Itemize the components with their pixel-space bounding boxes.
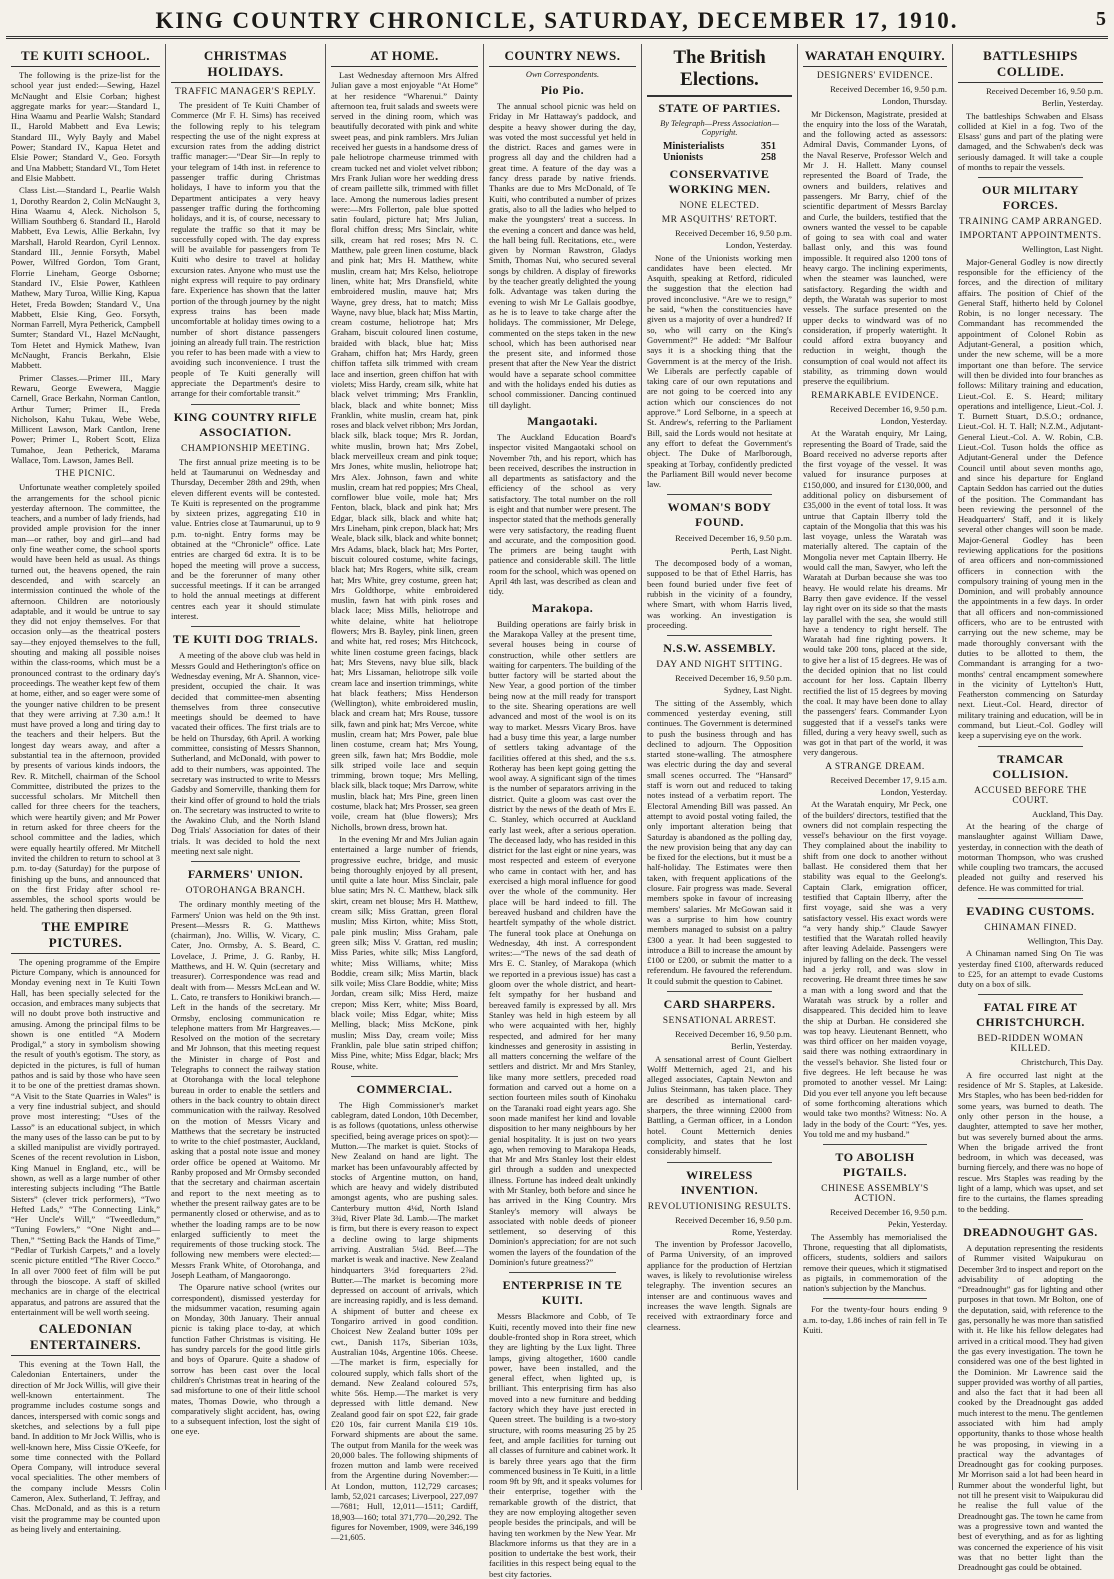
- dateline: London, Yesterday.: [880, 415, 947, 426]
- divider: [978, 177, 1083, 178]
- dateline: Sydney, Last Night.: [723, 685, 792, 696]
- subheading: NONE ELECTED.: [679, 201, 760, 211]
- divider: [191, 404, 300, 405]
- article-text: At the Waratah enquiry, Mr Peck, one of the builders' directors, testified that the owners did not complain respecting the vessel's behaviour on the first voyage. They complained about the inability to shift from one dock to another without ballast. He considered them that her stability was equal to the Geelong's. Captain Clark, emigration officer, testified that Captain Ilberry, after the first voyage, said she was a very satisfactory vessel. His exact words were “a very handy ship.” Claude Sawyer testified that the Waratah rolled heavily after leaving Adelaide. Passengers were injured by falling on the deck. The vessel had a jerky roll, and was slow in recovering. He dreamt three times he saw a man with a long sword and that the Waratah was struck by a roller and disappeared. This decided him to leave the ship at Durban. He considered she was top heavy. Lieutenant Bennett, who was third officer on her maiden voyage, said there was nothing extraordinary in the vessel's behavior. She listed four or five degrees. He left because he was promoted to another vessel. Mr Laing: Did you ever tell anyone you left because of some forthcoming alterations which would take two months? Witness: No. A lady in the body of the Court: “Yes, yes. You told me and my husband.”: [803, 799, 947, 1139]
- article-text: Building operations are fairly brisk in the Marakopa Valley at the present time, several houses being in course of construction, while other settlers are waiting for carpenters. The building of the butter factory will be started about the New Year, a good portion of the timber being now at the mill ready for transport to the site. Shearing operations are well advanced and most of the wool is on its way to market. Messrs Vicary Bros. have had a busy time this year, a large number of settlers taking advantage of the facilities offered at this shed, and the s.s. Rotheray has been kept going getting the wool away. A significant sign of the times is the number of separators arriving in the district. Quite a gloom was cast over the district by the news of the death of Mrs E. C. Stanley, which occurred at Auckland early last week, after a serious operation. The deceased lady, who has resided in this district for the last eight or nine years, was most respected and esteem of everyone who came in contact with her, and has exercised a high moral influence for good over the whole of the community. Her place will be hard indeed to fill. The bereaved husband and children have the heartfelt sympathy of the whole district. The funeral took place at Onehunga on Wednesday, 4th inst. A correspondent writes:—“The news of the sad death of Mrs E. C. Stanley, of Marakopa (which we reported in a previous issue) has cast a gloom over the whole district, and heart-felt sympathy for her husband and bereaved family is expressed by all. Mrs Stanley was held in high esteem by all who were acquainted with her, highly respected, and admired for her many kindnesses and generosity in assisting in all matters concerning the welfare of the settlers and district. Mr and Mrs Stanley, like many more settlers, preceded road formation and carved out a home on a section fourteen miles south of Kinohaku on the Taranaki road eight years ago. She soon made manifest her kind and lovable disposition to her many neighbours by her genial hospitality. It is just on two years ago, when removing to Marakopa Heads, that Mr and Mrs Stanley lost their eldest girl through a sudden and unexpected illness. Fortune has indeed dealt unkindly with Mr Stanley, both before and since he has arrived in the King Country. Mrs Stanley's memory will always be associated with noble deeds of pioneer settlement, so deserving of this Dominion's appreciation; for are not such women the layers of the foundation of the Dominion's future greatness?”: [489, 618, 636, 1268]
- article-text: The sitting of the Assembly, which commenced yesterday evening, still continues. The Government is determined to push the business through and has declined to adjourn. The Opposition started stone-walling. The atmosphere was electric during the day and several small scenes occurred. The “Hansard” staff is worn out and reduced to taking notes instead of a verbatim report. The Electoral Amending Bill was passed. An attempt to avoid postal voting failed, the only important alteration being that Saturday is abandoned as the polling day, the new provision being that any day can be fixed for the elections, but it must be a half-holiday. The Estimates were then taken, with frequent applications of the closure. Fair progress was made. Several members spoke in favour of increasing members' salaries. Mr McGowan said it was a surprise to him how country members managed to subsist on a paltry £300 a year. It had been suggested to introduce a Bill to increase the amount by £100 or £200, or submit the matter to a referendum. He favoured the referendum. It could submit the question to Cabinet.: [647, 697, 792, 986]
- column-6: [798, 44, 953, 1490]
- dateline: Pekin, Yesterday.: [887, 1219, 947, 1230]
- dateline: Received December 17, 9.15 a.m.: [830, 774, 947, 785]
- divider: [667, 494, 772, 495]
- subheading: REVOLUTIONISING RESULTS.: [647, 1201, 792, 1212]
- heading-pio-pio: Pio Pio.: [540, 83, 585, 97]
- article-text: A deputation representing the residents of Rummer visited Waipukurau on December 3rd to inspect and report on the advisability of adopting the “Dreadnought” gas for lighting and other purposes in that town. Mr Bolton, one of the deputation, said, with reference to the gas, personally he was more than satisfied with it. He like his fellow delegates had arrived in a critical mood. They had given the gas every investigation. The town he considered was one of the best lighted in the Dominion. Mr Lawrence said the supper provided was worthy of all parties, and also the fact that it had been all cooked by the Dreadnought gas added much interest to the menu. The gentlemen associated with him had amply opportunity, thanks to those whose health he was proposing, in viewing in a practical way the advantages of Dreadnought gas for cooking purposes. Mr Morrison said a lot had been heard in Rummer about the wonderful light, but not till he present visit to Waipukurau did he realise the full value of the Dreadnought gas. The town he came from was a progressive town and wanted the best of everything, and as for as lighting was concerned the experience of his visit was that no better light than the Dreadnought gas could be obtained.: [958, 1242, 1103, 1573]
- dateline: Rome, Yesterday.: [731, 1226, 792, 1237]
- article-text: A fire occurred last night at the residence of Mr S. Staples, at Lakeside. Mrs Staples, who has been bed-ridden for some years, was burned to death. The only other person in the house, a daughter, attempted to save her mother, but was severely burned about the arms. When the brigade arrived the front bedroom, in which was deceased, was burning fiercely, and there was no hope of rescue. Mrs Staples was reading by the light of a lamp, which was upset, and set fire to the curtains, the flames spreading to the bedding.: [958, 1069, 1104, 1214]
- heading-caledonian-entertainers: CALEDONIAN ENTERTAINERS.: [11, 1321, 160, 1356]
- article-text: None of the Unionists working men candidates have been elected. Mr Asquith, speaking at Retford, ridiculed the suggestion that the election had proved inconclusive. “Are we to resign,” he said, “when the constituencies have given us a majority of over a hundred? If so, who will carry on the King's Government?” He added: “Mr Balfour says it is a shocking thing that the Government is at the mercy of the Irish. We Liberals are perfectly capable of taking care of our own reputations and are not going to be coerced into any action which our consciences do not approve.” Lord Selborne, in a speech at St. Andrew's, referring to the Parliament Bill, said the Lords would not hesitate at any effort to defeat the Government's object. The Duke of Marlborough, speaking at Torbay, confidently predicted the Parliament Bill would never become law.: [647, 252, 792, 490]
- subheading: TRAINING CAMP ARRANGED.: [958, 217, 1103, 228]
- dateline: London, Thursday.: [882, 96, 947, 107]
- subheading: SENSATIONAL ARREST.: [662, 1016, 777, 1026]
- dateline: Received December 16, 9.50 p.m.: [675, 228, 792, 238]
- article-text: The president of Te Kuiti Chamber of Commerce (Mr F. H. Sims) has received the following reply to his telegram respecting the use of the night express at excursion rates from the adding district traffic manager:—“Dear Sir—In reply to your telegram of 14th inst. in reference to passenger traffic during Christmas holidays, I have to inform you that the Department anticipates a very heavy passenger traffic during the forthcoming holidays, and it is, of course, necessary to regulate the traffic so that it may be successfully coped with. The day express will be available for passengers from Te Kuiti who desire to travel at holiday excursion rates. Anyone who must use the night express will require to pay ordinary fare. Experience has shown that the latter portion of the through journey by the night express trains has been made uncomfortable at holiday times owing to a number of short distance passengers joining an already full train. The restriction you refer to has been made with a view to avoiding such inconvenience. I trust the people of Te Kuiti generally will appreciate the Department's desire to arrange for their comfortable transit.”: [171, 100, 320, 399]
- dateline: Berlin, Yesterday.: [730, 1041, 792, 1052]
- divider: [191, 861, 300, 862]
- divider: [978, 994, 1083, 995]
- article-text: The Oparure native school (writes our correspondent), dismissed yesterday for the midsummer vacation, resuming again on Monday, 30th January. Their annual picnic is taking place to-day, at which function Father Christmas is visiting. He has sundry parcels for the good little girls and boys of Oparure. Quite a shadow of sorrow has been cast over the local children's Christmas treat in hearing of the sad misfortune to one of their little school mates, Thomas Dowie, who through a comparatively slight accident, has, owing to a subsequent infection, lost the sight of one eye.: [171, 1282, 320, 1437]
- party-seats: 258: [761, 152, 776, 163]
- article-text: The decomposed body of a woman, supposed to be that of Ethel Harris, has been found buried under five feet of rubbish in the vicinity of a foundry, where Smart, with whom Harris lived, was working. An investigation is proceeding.: [647, 558, 792, 630]
- article-text: In the evening Mr and Mrs Julian again entertained a large number of friends, progressive euchre, bridge, and music being thoroughly enjoyed by all present, until quite a late hour. Miss Sinclair, pale blue satin; Mrs N. C. Matthew, black silk skirt, cream net blouse; Mrs H. Matthew, cream silk; Miss Grattan, green floral muslin; Miss Kirton, white; Miss Stott, pale pink muslin; Miss Graham, pale green silk; Miss V. Grattan, red muslin; Miss Paries, white silk; Miss Langford, white; Miss Williams, white; Miss Boddie, cream silk; Miss Martin, black silk voile; Miss Clare Boddie, white; Miss Jordan, cream silk; Miss Herd, maize crepon; Miss Kerr, white; Miss Board, black voile; Miss Edgar, white; Miss Melling, black; Miss McKone, pink muslin; Miss Day, cream voile; Miss Franklin, pale blue satin striped chiffon; Miss Pine, white; Miss Edgar, black; Mrs Rouse, white.: [331, 833, 478, 1071]
- subheading: MR ASQUITHS' RETORT.: [661, 215, 778, 225]
- article-text: The Auckland Education Board's inspector visited Mangaotaki school on November 7th, and his report, which has been received, describes the instruction in all departments as satisfactory and the efficiency of the school as very satisfactory. The total number on the roll is eight and that number were present. The inspector stated that the methods generally were very satisfactory, the reading fluent and accurate, and the composition good. The primers are being taught with patience and considerable skill. The little room for the school, which was opened on April 4th last, was described as clean and tidy.: [489, 431, 636, 597]
- divider: [978, 898, 1083, 899]
- divider: [647, 95, 792, 97]
- column-5: [642, 44, 798, 1490]
- party-name: Unionists: [663, 152, 704, 163]
- heading-mangaotaki: Mangaotaki.: [527, 413, 598, 428]
- masthead: [0, 0, 1114, 40]
- masthead-rule: [6, 36, 1108, 39]
- column-3: [326, 44, 484, 1543]
- heading-enterprise: ENTERPRISE IN TE KUITI.: [502, 1278, 623, 1308]
- heading-rifle-association: KING COUNTRY RIFLE ASSOCIATION.: [173, 409, 318, 439]
- press-credit: By Telegraph—Press Association—Copyright.: [660, 119, 779, 137]
- heading-christmas-holidays: CHRISTMAS HOLIDAYS.: [171, 48, 320, 83]
- page-number: 5: [1096, 8, 1106, 30]
- dateline: Received December 16, 9.50 p.m.: [986, 86, 1103, 96]
- dateline: Wellington, Last Night.: [1022, 244, 1103, 255]
- heading-commercial: COMMERCIAL.: [356, 1081, 453, 1096]
- heading-card-sharpers: CARD SHARPERS.: [663, 997, 776, 1011]
- article-text: The annual school picnic was held on Friday in Mr Hattaway's paddock, and despite a heavy shower during the day, was voted the most successful yet held in the district. Races and games were in progress all day and the children had a great time. A feature of the day was a fancy dress parade by native friends. Thanks are due to Mrs McDonald, of Te Kuiti, who contributed a number of prizes gratis, also to all the ladies who helped to make the youngsters' treat a success. In the evening a concert and dance was held, the hall being full. Recitations, etc., were given by Norman Rawstron, Gladys Smith, Thomas Nui, who secured several songs by children. A display of fireworks by the teacher greatly delighted the young folk. Advantage was taken during the evening to wish Mr Le Gallais goodbye, as he is to leave to take charge after the holidays. The commissioner, Mr Delege, commented on the steps taken in the new school, which has been authorised near the present site, and informed those present that after the New Year the district would have a separate school committee and with the holidays ended his duties as school commissioner. Dancing continued till daylight.: [489, 101, 636, 410]
- article-text: The ordinary monthly meeting of the Farmers' Union was held on the 9th inst. Present—Messrs R. G. Matthews (chairman), Jno. Willis, W. Vicary, C. Cater, Jno. Ormsby, A. S. Beard, C. Lovelace, J. Prime, J. G. Ranby, H. Matthews, and H. W. Quin (secretary and treasurer). Correspondence was read and dealt with from— Messrs McLean and W. L. Cato, re transfers to Honikiwi branch.—Left in the hands of the secretary. Mr Ormsby, enclosing communication re telephone matters from Mr Hargreaves.—Resolved on the motion of the secretary and Mr Johnson, that this meeting request the Minister in charge of Post and Telegraphs to connect the railway station at Otorohanga with the local telephone bureau in order to enable the settlers and others in the back country to obtain direct communication with the railway. Resolved on the motion of Messrs Vicary and Matthews that the secretary be instructed to write to the chief postmaster, Auckland, asking that a postal note issue and money order office be opened at Waitomo. Mr Ranby proposed and Mr Ormsby seconded that the secretary and chairman ascertain and report to the next meeting as to whether the present railway gates are to be permanently closed or otherwise, and as to whether the loading ramps are to be now enlarged sufficiently to meet the requirements of those trucking stock. The following new members were elected:—Messrs Frank White, of Otorohanga, and Joseph Leatham, of Mangaorongo.: [171, 899, 320, 1280]
- article-text: Primer Classes.—Primer III., Mary Rewaru, George Ewewera, Maggie Carnell, Grace Berkahn, Norman Cantlon, Arthur Turner; Primer II., Freda Nicholson, Kahu Tukau, Webe Webe, Millicent Lawson, Mark Cantlon, Irene Power; Primer I., Robert Scott, Eliza Tumahoe, Jean Petherick, Marama Wallace, Tom. Lawson, James Bell.: [11, 372, 160, 465]
- article-text: The High Commissioner's market cablegram, dated London, 10th December, is as follows (quotations, unless otherwise specified, being average prices on spot):— Mutton.—The market is quiet. Stocks of New Zealand on hand are light. The market has been unfavourably affected by stocks of Argentine mutton, on hand, which are heavy and widely distributed amongst agents, who are pushing sales. Canterbury mutton 4⅛d, North Island 3¾d, River Plate 3d. Lamb.—The market is firm, but there is every reason to expect a decline owing to large shipments arriving. Australian 5¼d. Beef.—The market is weak and inactive. New Zealand hindquarters 3½d forequarters 2⅞d. Butter.—The market is becoming more depressed on account of arrivals, which are increasing rapidly, and is less demand. A shipment of butter and cheese ex Tongariro arrived in good condition. Choicest New Zealand butter 109s per cwt., Danish 117s, Siberian 103s, Australian 104s, Argentine 106s. Cheese.—The market is firm, especially for coloured supply, which falls short of the demand. New Zealand coloured 57s, white 56s. Hemp.—The market is very depressed with little demand. New Zealand good fair on spot £22, fair grade £20 10s, fair current Manila £19 10s. Forward shipments are about the same. The output from Manila for the week was 20,000 bales. The following shipments of frozen mutton and lamb were received from the Argentine during November:—At London, mutton, 112,729 carcases; lamb, 52,021 carcases; Liverpool, 227,097—7681; Hull, 12,011—1511; Cardiff, 18,903—160; total 371,770—20,292. The figures for November, 1909, were 346,199—21,605.: [331, 1099, 478, 1543]
- heading-state-of-parties: STATE OF PARTIES.: [658, 101, 781, 115]
- dateline: Wellington, This Day.: [1027, 936, 1103, 946]
- divider: [191, 626, 300, 627]
- article-text: The opening programme of the Empire Picture Company, which is announced for Monday evening next in Te Kuiti Town Hall, has been specially selected for the occasion, and embraces many subjects that will no doubt prove both instructive and amusing. Among the principal films to be shown is one entitled “A Modern Prodigal,” a story in symbolism showing the result of youth's egotism. The story, as depicted in the pictures, is full of human pathos and is said by those who have seen it to be one of the prettiest dramas shown. “A Visit to the State Quarries in Wales” is a very fine industrial subject, and should prove most interesting; “Uses of the Lasso” is an educational subject, in which the many uses of the lasso can be put to by a skilled manipulist are vividly portrayed. Scenes of the recent revolution in Lisbon, King Manuel in England, etc., will be shown, as well as a large number of other interesting subjects including “The Battle Sisters” (clever trick performers), “Two Hefted Lads,” “The Connecting Link,” “Her Uncle's Will,” “Tweedledum,” “Tuning Fowlers,” “One Night and—Then,” “Setting Back the Hands of Time,” “Pedlar of Turkish Carpets,” and a lovely scenic picture entitled “The River Cocco.” In all over 7000 feet of film will be put through the bioscope. A staff of skilled mechanics are in charge of the electrical apparatus, and patrons are assured that the entertainment will be well worth seeing.: [11, 956, 160, 1317]
- parties-table: [647, 141, 792, 163]
- article-text: At the hearing of the charge of manslaughter against William Dawe, yesterday, in connection with the death of motorman Thompson, who was crushed while coupling two tramcars, the accused pleaded not guilty and reserved his defence. He was committed for trial.: [958, 820, 1103, 893]
- subheading: IMPORTANT APPOINTMENTS.: [959, 231, 1102, 242]
- subheading: TRAFFIC MANAGER'S REPLY.: [174, 87, 317, 97]
- column-4: [484, 44, 642, 1579]
- column-7: [953, 44, 1108, 1573]
- subheading: CHINAMAN FINED.: [984, 923, 1077, 933]
- article-text: Mr Dickenson, Magistrate, presided at the enquiry into the loss of the Waratah, and the following acted as assessors: Admiral Davis, Commander Lyons, of the Naval Reserve, Professor Welch and Mr J. H. Hallett. Many counsel represented the Board of Trade, the owners and builders, relatives and passengers. Mr Barry, chief of the scientific department of Messrs Barclay and Curle, the builders, testified that the owners wanted the vessel to be capable of going to sea with coal and water ballast only, and this was found impossible. It required also 1200 tons of heavy cargo. The inclining experiments, when the steamer was launched, were satisfactory. Regarding the width and depth, the Waratah was superior to most vessels. The surface presented on the upper decks to windward was of no consideration, if properly watertight. It could afford extra buoyancy and reduction in weight, though the consumption of coal would not affect its stability, as trimming down would preserve the equilibrium.: [803, 108, 947, 387]
- article-text: At the Waratah enquiry, Mr Laing, representing the Board of Trade, said the Board received no adverse reports after the first voyage of the vessel. It was valued for insurance purposes at £150,000, and insured for £130,000, and additional policy on disbursement of £35,000 in the event of total loss. It was untrue that Captain Ilberry told the captain of the Mongolia that this was his last voyage, unless the Waratah was materially altered. The captain of the Mongolia never met Captain Ilberry. He would call the man, Sawyer, who left the Waratah at Durban because she was too heavy. He would relate his dreams. Mr Barry then gave evidence. If the vessel lay right over on its side so that the masts lay parallel with the sea, she would still have a tendency to right herself. The Waratah had fine righting powers. It would take 200 tons, placed at the side, to give her a list of 15 degrees. He was of the decided opinion that no list could account for her loss. Captain Ilberry rectified the list of 15 degrees by moving the coal. It may have been done to allay the passengers' fears. Commander Lyon suggested that if a vessel's tanks were filled, during a very heavy swell, such as was got in that part of the world, it was very dangerous.: [803, 428, 947, 758]
- article-text: The battleships Schwaben and Elsass collided at Kiel in a fog. Two of the Elsass' guns and part of the plating were damaged, and the Schwaben's deck was seriously damaged. It will take a couple of months to repair the vessels.: [958, 110, 1103, 173]
- party-row: [647, 152, 792, 163]
- heading-conservative: CONSERVATIVE WORKING MEN.: [668, 167, 771, 196]
- article-text: Last Wednesday afternoon Mrs Alfred Julian gave a most enjoyable “At Home” at her residence “Wharenui.” Dainty afternoon tea, fruit salads and sweets were served in the dining room, which was beautifully decorated with pink and white sweet peas, and pink ramblers. Mrs Julian received her guests in a handsome dress of pale heliotrope charmeuse trimmed with cream tucked net and violet velvet ribbon; Mrs Frank Julian wore her wedding dress of cream paillette silk, trimmed with fillet lace. Among the numerous ladies present were:—Mrs Follerton, pale blue spotted satin foulard, picture hat; Mrs Julian, floral chiffon dress; Mrs Sinclair, white silk, cream hat red roses; Mrs N. C. Matthew, pale green linen costume, black and pink hat; Mrs H. Matthew, white muslin, cream hat; Mrs Kelso, heliotrope linen, white hat; Mrs Dransfield, white embroidered muslin, mauve hat; Mrs Wayne, grey dress, hat to match; Miss Wayne, navy blue, black hat; Miss Martin, cream costume, heliotrope hat; Mrs Graham, biscuit coloured linen costume, braided with black, blue hat; Miss Graham, chiffon hat; Mrs Hardy, green chiffon taffeta silk trimmed with cream lace and insertion, green chiffon hat with violets; Miss Hardy, cream silk, white hat black velvet trimming; Mrs Franklin, black, black and white bonnet; Miss Franklin, white muslin, cream hat, pink roses and black velvet ribbon; Mrs Jordan, black silk, black toque; Mrs R. Jordan, white muslin, brown hat; Mrs Zobel, black merveilleux cream and pink toque; Mrs Jones, white muslin, heliotrope hat; Mrs Alex. Johnson, fawn and white muslin, cream hat red poppies; Mrs Cheal, cornflower blue voile, mole hat; Mrs Fenton, black, black and pink hat; Mrs Edgar, black silk, black and white hat; Mrs Lineham, pink crepon, black hat; Mrs Weale, black silk, black and white bonnet; Mrs Adams, black, black hat; Mrs Porter, biscuit coloured costume, white facings, black hat; Mrs Rogers, white silk, cream hat; Mrs White, grey costume, green hat; Mrs Goldthorpe, white embroidered muslin, fawn hat with pink roses and black lace; Miss Mills, heliotrope and white delaine, white hat heliotrope flowers; Mrs B. Bayley, pink linen, green and white hat, red roses; Mrs Hitchcock, white linen costume green facings, black hat; Mrs Stevens, navy blue silk, black hat; Mrs Lissaman, heliotrope silk voile cream lace and insertion trimmings, white hat black feathers; Miss Henderson (Wellington), white embroidered muslin, black and cream hat; Mrs Rouse, tussore silk, fawn and pink hat; Mrs Vercoe, white muslin, cream hat; Mrs Power, pale blue linen costume, cream hat; Mrs Young, green silk, fawn hat; Mrs Boddie, mole silk striped voile lace and sequin trimming, brown toque; Mrs Melling, black silk, black toque; Mrs Darrow, white muslin, black hat; Mrs Pine, green linen costume, black hat; Mrs Prosser, sea green voile, cream hat (blue flowers); Mrs Nicholls, brown dress, brown hat.: [331, 70, 478, 832]
- dateline: Received December 16, 9.50 p.m.: [675, 533, 792, 544]
- heading-womans-body: WOMAN'S BODY FOUND.: [667, 500, 772, 530]
- dateline: Auckland, This Day.: [1032, 808, 1103, 819]
- subheading: REMARKABLE EVIDENCE.: [811, 390, 939, 401]
- article-text: A meeting of the above club was held in Messrs Gould and Hetherington's office on Wednesday evening, Mr A. Shannon, vice-president, occupied the chair. It was decided that committee-men absenting themselves from three consecutive meetings should be deemed to have vacated their offices. The first trials are to be held on Thursday, 6th April. A working committee, consisting of Messrs Shannon, Sutherland, and McDonald, with power to add to their numbers, was appointed. The secretary was instructed to write to Messrs Gadsby and Somerville, thanking them for their kind offer of ground to hold the trials on. The secretary was instructed to write to the Awakino Club, and the North Island Dog Trials' Association for dates of their trials. It was decided to hold the next meeting next sale night.: [171, 650, 320, 856]
- dateline: London, Yesterday.: [725, 240, 792, 251]
- article-text: Class List.—Standard I., Pearlie Walsh 1, Dorothy Reardon 2, Colin McNaught 3, Hina Waamu 4, Aleck. Nicholson 5, William Southberg 6. Standard II., Harold Mabbett, Eva Lewis, Allie Berkahn, Ivy Marshall, Harold Reardon, Cyril Lennox. Standard III., Jennie Forsyth, Mabel Power, Wilfred Gordon, Tom Grant, Florrie Lineham, George Osborne; Standard IV., Elsie Power, Kathleen Mathew, Mary Turoa, Willie King, Kapua Hetet, Freda Bowden; Standard V., Una Mabbett, Elsie King, Geo. Forsyth, Norman Farrell, Myra Petherick, Campbell Sumter; Standard VI., Hazel McNaught, Tom Hetet and Hymick Mathew, Ivan McNaught, Francis Berkahn, Elsie Mabbett.: [11, 185, 160, 371]
- heading-waratah-enquiry: WARATAH ENQUIRY.: [803, 48, 947, 67]
- page-columns: [6, 44, 1108, 1579]
- article-text: A Chinaman named Sing On Tie was yesterday fined £100, afterwards reduced to £25, for an attempt to evade Customs duty on a box of silk.: [958, 948, 1103, 990]
- subheading: ACCUSED BEFORE THE COURT.: [974, 785, 1087, 806]
- divider: [667, 1162, 772, 1163]
- subheading: OTOROHANGA BRANCH.: [185, 886, 306, 897]
- article-text: The invention by Professor Jacovello, of Parma University, of an improved appliance for the production of Hertzian waves, is likely to revolutionise wireless telegraphy. The invention secures an intenser are and continuous waves and increases the wave length. Signals are received with extraordinary force and clearness.: [647, 1239, 792, 1332]
- party-name: Ministerialists: [663, 141, 725, 152]
- heading-empire-pictures: THE EMPIRE PICTURES.: [11, 919, 160, 954]
- heading-marakopa: Marakopa.: [531, 600, 594, 615]
- heading-wireless: WIRELESS INVENTION.: [680, 1167, 759, 1197]
- heading-battleships-collide: BATTLESHIPS COLLIDE.: [958, 48, 1103, 83]
- column-1: [6, 44, 166, 1534]
- article-text: The Assembly has memorialised the Throne, requesting that all diplomatists, officers, students, soldiers and sailors remove their queues, which it stigmatised as pigtails, in commemoration of the nation's subjection by the Manchus.: [803, 1231, 947, 1294]
- dateline: Received December 16, 9.50 p.m.: [675, 673, 792, 684]
- heading-british-elections: The British Elections.: [673, 47, 766, 90]
- masthead-title: KING COUNTRY CHRONICLE, SATURDAY, DECEMBER 17, 1910.: [155, 8, 959, 33]
- subheading: Own Correspondents.: [525, 70, 600, 79]
- heading-fatal-fire: FATAL FIRE AT CHRISTCHURCH.: [976, 1000, 1085, 1030]
- article-text: The following is the prize-list for the school year just ended:—Sewing, Hazel McNaught and Elsie Corban; highest aggregate marks for year:—Standard I., Hina Waamu and Pearlie Walsh; Standard II., Harold Mabbett and Eva Lewis; Standard III., Wyly Bayly and Mabel Power; Standard IV., Kapua Hetet and Elsie Power; Standard V., Geo. Forsyth and Una Mabbett; Standard VI., Tom Hetet and Elsie Mabbett.: [11, 70, 160, 183]
- divider: [823, 1144, 927, 1145]
- heading-dog-trials: TE KUITI DOG TRIALS.: [172, 632, 319, 647]
- dateline: Received December 16, 9.50 p.m.: [675, 1214, 792, 1225]
- dateline: Received December 16, 9.50 p.m.: [675, 1029, 792, 1039]
- dateline: Perth, Last Night.: [730, 545, 792, 556]
- article-text: Unfortunate weather completely spoiled the arrangements for the school picnic yesterday afternoon. The committee, the teachers, and a number of lady friends, had provided ample provision for the inner man—or rather, boy and girl—and had only fine weather come, the school sports would have been held as usual. As things turned out, the heavens opened, the rain descended, and with scarcely an intermission continued the whole of the afternoon. Children are notoriously adaptable, and it would be untrue to say they did not enjoy themselves. For that occasion only—as the theatrical posters say—they enjoyed themselves to the full, shouting and making all possible noises within the class-rooms, which must be a pronounced contrast to the ordinary day's proceedings. The weather kept few of them at home, either, and so eager were some of the younger native children to be present that they were arriving at 7.30 a.m.! It must have proved a long and tiring day to the teachers and their helpers. But the longest day wears away, and after a substantial tea in the afternoon, provided by presents of various kinds indoors, the Rev. R. Mitchell, chairman of the School Committee, distributed the prizes to the successful scholars. Mr Mitchell then called for three cheers for the teachers, which were heartily given; and Mr Power in return asked for three cheers for the school committee and the ladies, which were equally heartily offered. Mr Mitchell invited the children to return to school at 3 p.m. to-day (Saturday) for the purpose of finishing up the buns, and announced that on the first Friday after school re-assembles, the school sports would be held. The gathering then dispersed.: [11, 482, 160, 915]
- divider: [509, 1272, 616, 1273]
- divider: [351, 1076, 458, 1077]
- subheading: CHAMPIONSHIP MEETING.: [181, 443, 310, 454]
- heading-farmers-union: FARMERS' UNION.: [187, 867, 304, 882]
- subheading: DESIGNERS' EVIDENCE.: [816, 71, 934, 81]
- divider: [823, 1298, 927, 1299]
- heading-te-kuiti-school: TE KUITI SCHOOL.: [11, 48, 160, 67]
- party-seats: 351: [761, 141, 776, 152]
- article-text: This evening at the Town Hall, the Caledonian Entertainers, under the direction of Mr Jock Willis, will give their well-known entertainment. The programme includes costume songs and dances, interspersed with comic songs and sketches, and selections by a full pipe band. In addition to Mr Jock Willis, who is well-known here, Miss Cissie O'Keefe, for some time connected with the Pollard Opera Company, will introduce several vocal specialities. The other members of the company include Messrs Colin Cameron, Alex. Sutherland, T. Jeffray, and Chas. McDonald, and as this is a return visit the programme may be counted upon as being lively and entertaining.: [11, 1359, 160, 1534]
- dateline: Received December 16, 9.50 p.m.: [830, 84, 947, 94]
- heading-dreadnought-gas: DREADNOUGHT GAS.: [963, 1224, 1098, 1239]
- heading-tramcar-collision: TRAMCAR COLLISION.: [992, 751, 1069, 781]
- article-text: For the twenty-four hours ending 9 a.m. to-day, 1.86 inches of rain fell in Te Kuiti.: [803, 1304, 947, 1336]
- dateline: Received December 16, 9.50 p.m.: [830, 1207, 947, 1218]
- article-text: Major-General Godley is now directly responsible for the efficiency of the forces, and the direction of military affairs. The position of Chief of the General Staff, hitherto held by Colonel Robin, is no longer necessary. The Commandant has recommended the appointment of Colonel Robin as Adjutant-General, a position which, under the new scheme, will be a more important one than before. The service will then be divided into four branches as follows: Military training and education, Lieut.-Col. E. S. Heard; military operations and intelligence, Lieut.-Col. J. T. Burnett Stuart, D.S.O.; ordnance, Lieut.-Col. H. T. Hall; N.Z.M., Adjutant-General Lieut.-Col. A. W. Robin, C.B. Lieut.-Col. Tuson holds the office as Adjutant-General under the Defence Council until about seven months ago, and since his departure for England Captain Seddon has carried out the duties of the position. The Commandant has been reviewing the personnel of the Headquarters' Staff, and it is likely several other changes will soon be made. Major-General Godley has been reviewing applications for the positions of area officers and non-commissioned officers in connection with the compulsory training of young men in the Dominion, and will probably announce the appointments in a few days. In order that all officers and non-commissioned officers, who are to be entrusted with carrying out the new scheme, may be made thoroughly conversant with the duties to be allotted to them, the Commandant is arranging for a two-months' central encampment somewhere in the vicinity of Lyttelton's Hutt, Featherston commencing on Saturday next. Lieut.-Col. Heard, director of military training and education, will be in command, but Lieut.-Col. Godley will keep a supervising eye on the work.: [958, 256, 1103, 741]
- article-text: Messrs Blackmore and Cobb, of Te Kuiti, recently moved into their fine new double-fronted shop in Rora street, which they are lighting by the Lux light. Three lamps, giving altogether, 1600 candle power, have been installed, and the general effect, when lighted up, is brilliant. This enterprising firm has also moved into a new furniture and bedding factory which they have just erected in Queen street. The building is a two-story structure, with rooms measuring 25 by 25 feet, and ample facilities for turning out all classes of furniture and cabinet work. It is barely three years ago that the firm commenced business in Te Kuiti, in a little room 9ft by 9ft, and it speaks volumes for their enterprise, together with the remarkable growth of the district, that they are now employing altogether seven people besides the principals, and will be having ten workmen by the New Year. Mr Blackmore informs us that they are in a position to undertake the best work, their facilities in this respect being equal to the best city factories.: [489, 1311, 636, 1579]
- divider: [667, 991, 772, 992]
- subheading: A STRANGE DREAM.: [825, 761, 925, 772]
- article-text: A sensational arrest of Count Gielbert Wolff Metternich, aged 21, and his alleged associates, Captain Newton and Julius Steinmann, has taken place. They are described as international card-sharpers, the three winning £2000 from Battling, a German officer, in a London hotel. Count Metternich denies complicity, and states that he lost considerably himself.: [647, 1053, 792, 1157]
- column-2: [166, 44, 326, 1490]
- heading-abolish-pigtails: TO ABOLISH PIGTAILS.: [835, 1150, 915, 1180]
- heading-nsw-assembly: N.S.W. ASSEMBLY.: [663, 641, 776, 656]
- party-row: [647, 141, 792, 152]
- divider: [978, 746, 1083, 747]
- dateline: Received December 16, 9.50 p.m.: [830, 403, 947, 414]
- dateline: Berlin, Yesterday.: [1041, 98, 1103, 109]
- subheading: DAY AND NIGHT SITTING.: [656, 660, 783, 671]
- heading-at-home: AT HOME.: [331, 48, 478, 67]
- heading-the-picnic: THE PICNIC.: [55, 469, 116, 480]
- subheading: CHINESE ASSEMBLY'S ACTION.: [821, 1184, 929, 1205]
- dateline: Christchurch, This Day.: [1021, 1057, 1103, 1068]
- divider: [667, 635, 772, 636]
- dateline: London, Yesterday.: [880, 787, 947, 797]
- heading-evading-customs: EVADING CUSTOMS.: [966, 904, 1095, 918]
- divider: [978, 1219, 1083, 1220]
- article-text: The first annual prize meeting is to be held at Taumarunui on Wednesday and Thursday, December 28th and 29th, when eleven different events will be contested. Te Kuiti is represented on the programme by sixteen prizes, aggregating £10 in value. Entries close at Taumarunui, up to 9 p.m. to-night. Entry forms may be obtained at the “Chronicle” office. Late entries are charged 6d extra. It is to be hoped the meeting will prove a success, and be the forerunner of many other successful meetings. If it can be arranged to hold the annual meetings at different centres each year it should stimulate interest.: [171, 456, 320, 622]
- heading-country-news: COUNTRY NEWS.: [489, 48, 636, 67]
- heading-military-forces: OUR MILITARY FORCES.: [981, 183, 1080, 213]
- subheading: BED-RIDDEN WOMAN KILLED.: [977, 1034, 1084, 1055]
